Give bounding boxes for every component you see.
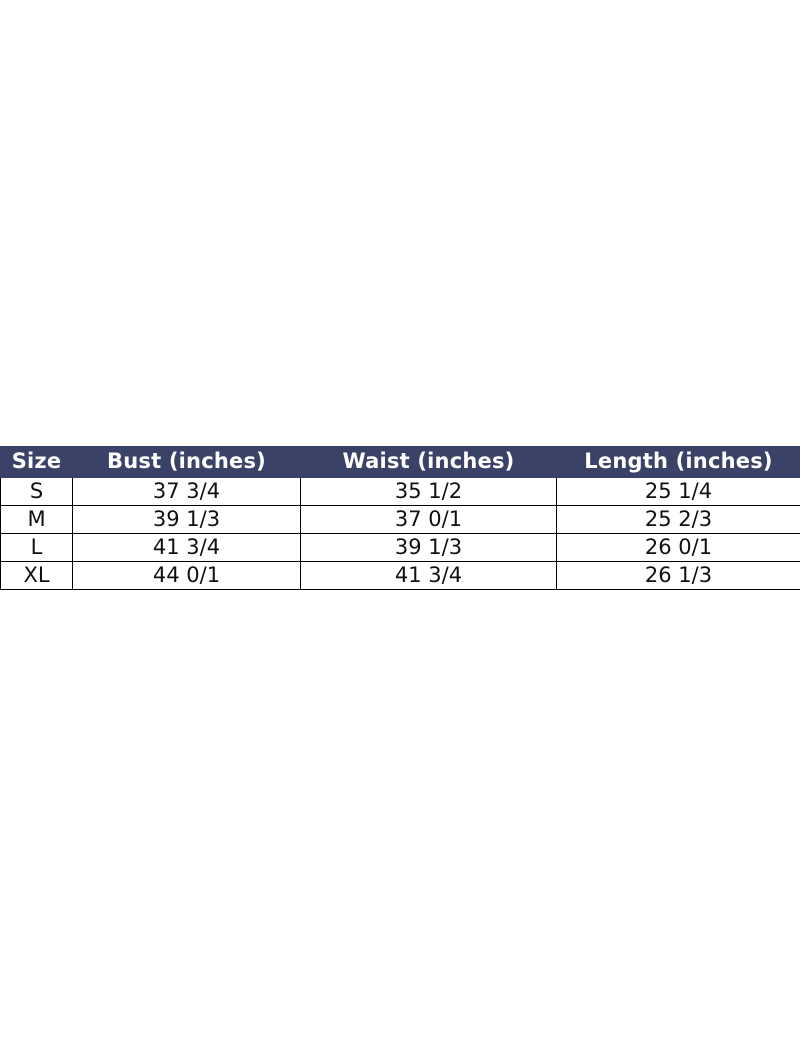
table-header-row <box>1 447 800 478</box>
table-row <box>1 534 800 562</box>
cell-size: M <box>1 506 73 534</box>
cell-size: XL <box>1 562 73 590</box>
cell-waist: 39 1/3 <box>301 534 557 562</box>
cell-length: 25 1/4 <box>557 478 800 506</box>
cell-waist: 41 3/4 <box>301 562 557 590</box>
cell-waist: 37 0/1 <box>301 506 557 534</box>
cell-bust: 44 0/1 <box>73 562 301 590</box>
cell-bust: 39 1/3 <box>73 506 301 534</box>
cell-length: 25 2/3 <box>557 506 800 534</box>
table-body <box>1 478 800 590</box>
column-header-waist: Waist (inches) <box>301 447 557 478</box>
size-chart-table <box>0 446 800 590</box>
cell-length: 26 1/3 <box>557 562 800 590</box>
column-header-bust: Bust (inches) <box>73 447 301 478</box>
table-header <box>1 447 800 478</box>
column-header-size: Size <box>1 447 73 478</box>
cell-size: L <box>1 534 73 562</box>
column-header-length: Length (inches) <box>557 447 800 478</box>
cell-waist: 35 1/2 <box>301 478 557 506</box>
table-row <box>1 506 800 534</box>
cell-length: 26 0/1 <box>557 534 800 562</box>
cell-bust: 41 3/4 <box>73 534 301 562</box>
table-row <box>1 478 800 506</box>
cell-bust: 37 3/4 <box>73 478 301 506</box>
cell-size: S <box>1 478 73 506</box>
size-chart-container <box>0 446 800 590</box>
table-row <box>1 562 800 590</box>
